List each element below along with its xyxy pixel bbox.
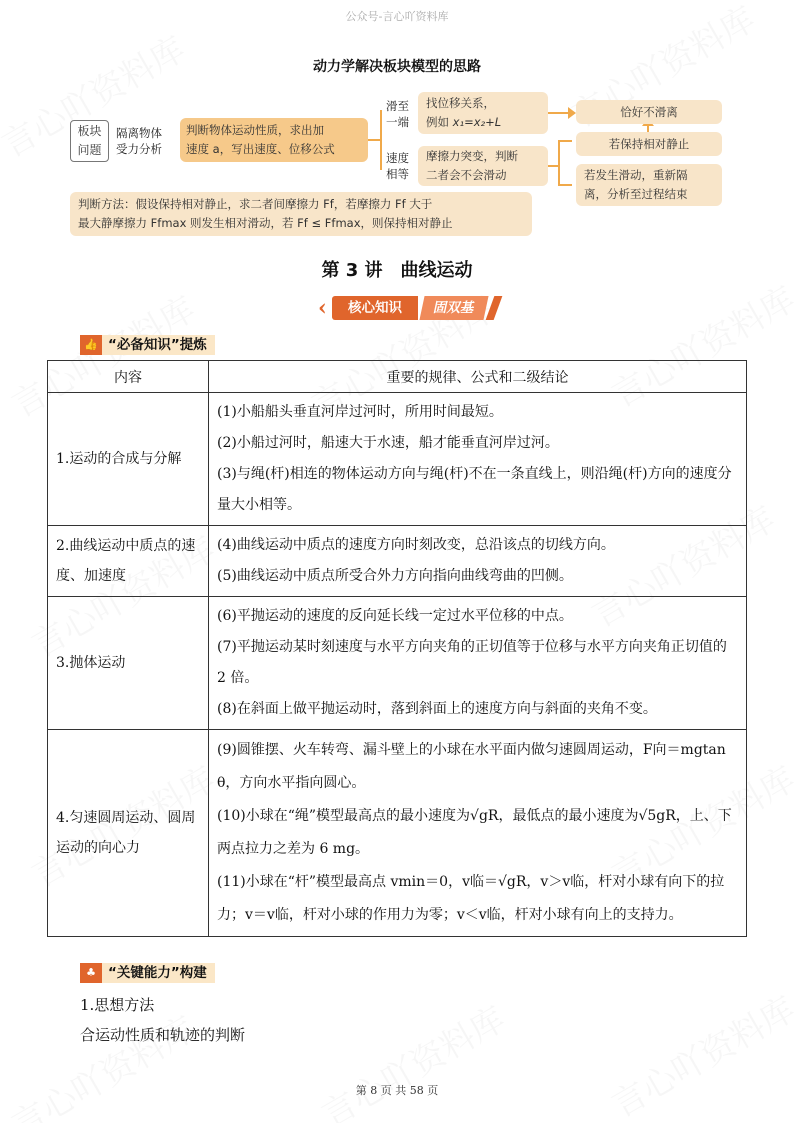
topic-cell: 2.曲线运动中质点的速度、加速度 [48,526,209,597]
just-not-slide-node: 恰好不滑离 [576,100,722,124]
content-cell [209,393,747,526]
find-displacement-prefix: 例如 [426,115,453,129]
find-displacement-line1: 找位移关系， [426,96,495,110]
find-displacement-node [418,92,548,134]
section-heading-text: “关键能力”构建 [108,965,207,981]
banner-consolidate: 固双基 [419,296,488,320]
table-header-cell: 内容 [48,361,209,393]
page-footer: 第 8 页 共 58 页 [355,1084,439,1097]
if-slide-node: 若发生滑动，重新隔 离，分析至过程结束 [576,164,722,206]
connector [368,139,380,141]
rule-item: (11)小球在“杆”模型最高点 vmin＝0，v临＝√gR，v＞v临，杆对小球有向下的拉力；v＝v临，杆对小球的作用力为零；v＜v临，杆对小球有向上的支持力。 [217,874,725,923]
table-row [48,526,747,597]
table-header-row [48,361,747,393]
subheading: 1.思想方法 [80,996,155,1014]
thumbs-up-icon: 👍 [80,335,102,355]
isolate-node: 隔离物体 受力分析 [116,126,162,156]
connector [548,165,558,167]
branch-label-slide: 滑至 一端 [386,99,409,129]
section-heading-key-ability [80,963,215,983]
arrow-head [568,107,576,119]
table-header-cell: 重要的规律、公式和二级结论 [209,361,747,393]
connector [558,184,572,186]
topic-cell: 3.抛体运动 [48,597,209,730]
topic-cell: 4.匀速圆周运动、圆周运动的向心力 [48,730,209,937]
method-note: 判断方法：假设保持相对静止，求二者间摩擦力 Ff，若摩擦力 Ff 大于 最大静摩擦力 Ffmax 则发生相对滑动，若 Ff ≤ Ffmax，则保持相对静止 [70,192,532,236]
table-row [48,730,747,937]
banner-core-knowledge: 核心知识 [332,296,418,320]
keep-static-node: 若保持相对静止 [576,132,722,156]
table-row [48,393,747,526]
rule-item: (5)曲线运动中质点所受合外力方向指向曲线弯曲的凹侧。 [217,568,573,584]
topic-cell: 1.运动的合成与分解 [48,393,209,526]
rule-item: (2)小船过河时，船速大于水速，船才能垂直河岸过河。 [217,435,559,451]
lesson-title: 第 3 讲 曲线运动 [321,260,473,281]
section-heading-text: “必备知识”提炼 [108,337,207,353]
rule-item: (8)在斜面上做平抛运动时，落到斜面上的速度方向与斜面的夹角不变。 [217,701,657,717]
friction-change-node: 摩擦力突变，判断 二者会不会滑动 [418,146,548,186]
banner-left-bracket: ‹ [318,295,327,321]
find-displacement-line2 [426,113,540,132]
connector [380,110,382,170]
knowledge-table [47,360,747,937]
judge-motion-node: 判断物体运动性质，求出加 速度 a，写出速度、位移公式 [180,118,368,162]
rule-item: (4)曲线运动中质点的速度方向时刻改变，总沿该点的切线方向。 [217,537,615,553]
hierarchy-icon: ♣ [80,963,102,983]
section-heading-essential [80,335,215,355]
content-cell [209,597,747,730]
watermark [601,982,794,1123]
connector [558,140,560,186]
watermark [311,992,512,1123]
start-node: 板块 问题 [70,120,109,162]
body-paragraph: 合运动性质和轨迹的判断 [80,1026,246,1044]
displacement-formula: x₁=x₂+L [452,115,502,129]
content-cell [209,730,747,937]
rule-item: (10)小球在“绳”模型最高点的最小速度为√gR，最低点的最小速度为√5gR，上、下两点拉力之差为 6 mg。 [217,808,732,857]
diagram-title: 动力学解决板块模型的思路 [313,59,481,75]
rule-item: (9)圆锥摆、火车转弯、漏斗壁上的小球在水平面内做匀速圆周运动，F向＝mgtan θ，方向水平指向圆心。 [217,742,726,791]
page-header: 公众号-言心吖资料库 [345,10,449,23]
rule-item: (7)平抛运动某时刻速度与水平方向夹角的正切值等于位移与水平方向夹角正切值的 2 倍。 [217,639,727,686]
connector [548,112,570,114]
connector [558,140,572,142]
content-cell [209,526,747,597]
table-row [48,597,747,730]
rule-item: (1)小船船头垂直河岸过河时，所用时间最短。 [217,404,503,420]
rule-item: (6)平抛运动的速度的反向延长线一定过水平位移的中点。 [217,608,573,624]
rule-item: (3)与绳(杆)相连的物体运动方向与绳(杆)不在一条直线上，则沿绳(杆)方向的速度分量大小相等。 [217,466,732,513]
branch-label-equal: 速度 相等 [386,151,409,181]
watermark [1,1002,202,1123]
banner-slash [486,296,503,320]
